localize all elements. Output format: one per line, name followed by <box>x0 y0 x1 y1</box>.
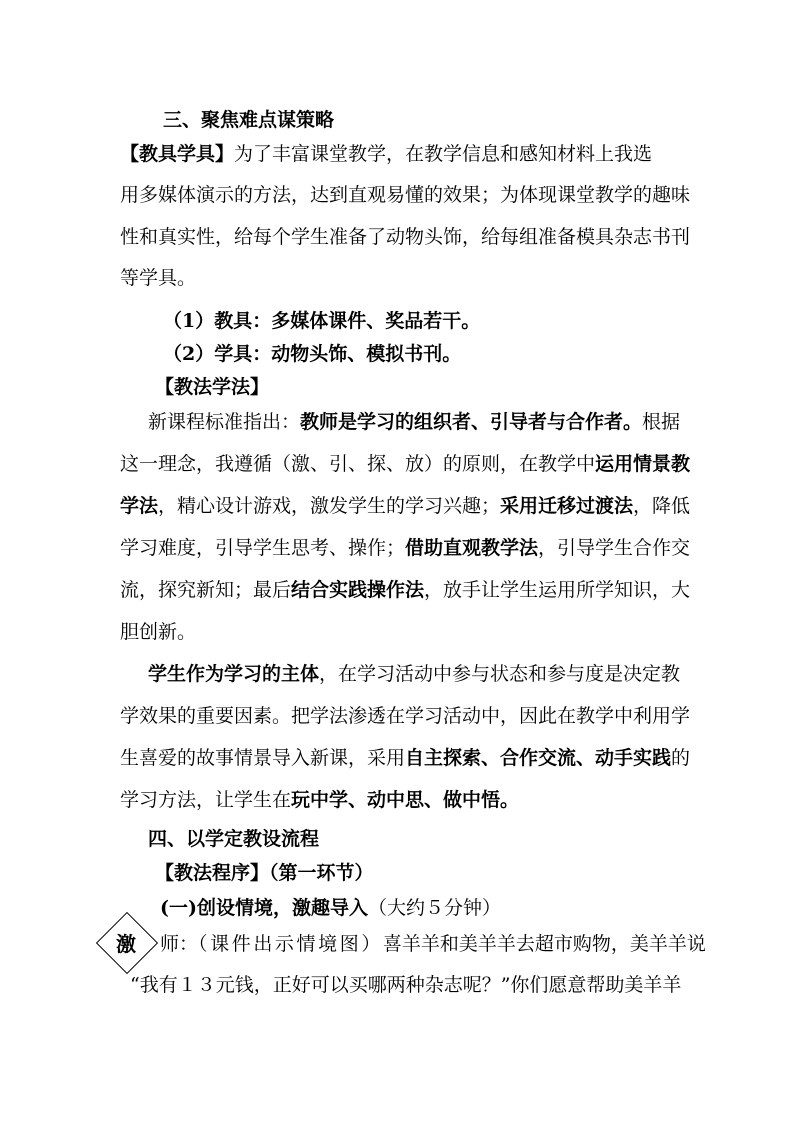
student-line-2: 学效果的重要因素。把学法渗透在学习活动中，因此在教学中利用学 <box>120 705 691 727</box>
tools-paragraph-line-3: 性和真实性，给每个学生准备了动物头饰，给每组准备模具杂志书刊 <box>120 226 691 248</box>
procedure-tag: 【教法程序】（第一环节） <box>155 862 374 884</box>
methods-line-1: 新课程标准指出：教师是学习的组织者、引导者与合作者。根据 <box>148 411 681 433</box>
methods-line-3: 学法，精心设计游戏，激发学生的学习兴趣；采用迁移过渡法，降低 <box>120 495 691 517</box>
tools-tag: 【教具学具】 <box>120 143 235 165</box>
student-tools-item: （2）学具：动物头饰、模拟书刊。 <box>163 343 462 365</box>
methods-line-6: 胆创新。 <box>120 621 197 643</box>
methods-line-4: 学习难度，引导学生思考、操作；借助直观教学法，引导学生合作交 <box>120 537 691 559</box>
teacher-line-1: 师：（课件出示情境图）喜羊羊和美羊羊去超市购物，美羊羊说 <box>160 933 706 955</box>
methods-tag: 【教法学法】 <box>155 376 270 398</box>
step-1-title: (一)创设情境，激趣导入（大约５分钟） <box>160 897 501 919</box>
teacher-tools-item: （1）教具：多媒体课件、奖品若干。 <box>163 310 481 332</box>
methods-line-5: 流，探究新知；最后结合实践操作法，放手让学生运用所学知识，大 <box>120 579 691 601</box>
section-3-heading: 三、聚焦难点谋策略 <box>163 109 335 131</box>
student-line-3: 生喜爱的故事情景导入新课，采用自主探索、合作交流、动手实践的 <box>120 747 691 769</box>
methods-line-2: 这一理念，我遵循（激、引、探、放）的原则，在教学中运用情景教 <box>120 453 691 475</box>
student-line-1: 学生作为学习的主体，在学习活动中参与状态和参与度是决定教 <box>148 663 681 685</box>
tools-paragraph-line-4: 等学具。 <box>120 267 197 289</box>
section-4-heading: 四、以学定教设流程 <box>148 828 320 850</box>
stimulate-badge <box>96 912 156 972</box>
student-line-4: 学习方法，让学生在玩中学、动中思、做中悟。 <box>120 789 520 811</box>
stimulate-badge-label: 激 <box>116 931 136 956</box>
tools-paragraph-line-2: 用多媒体演示的方法，达到直观易懂的效果；为体现课堂教学的趣味 <box>120 184 691 206</box>
tools-paragraph-line-1: 【教具学具】为了丰富课堂教学，在教学信息和感知材料上我选 <box>120 143 653 165</box>
teacher-line-2: “我有１３元钱，正好可以买哪两种杂志呢？”你们愿意帮助美羊羊 <box>130 974 682 996</box>
